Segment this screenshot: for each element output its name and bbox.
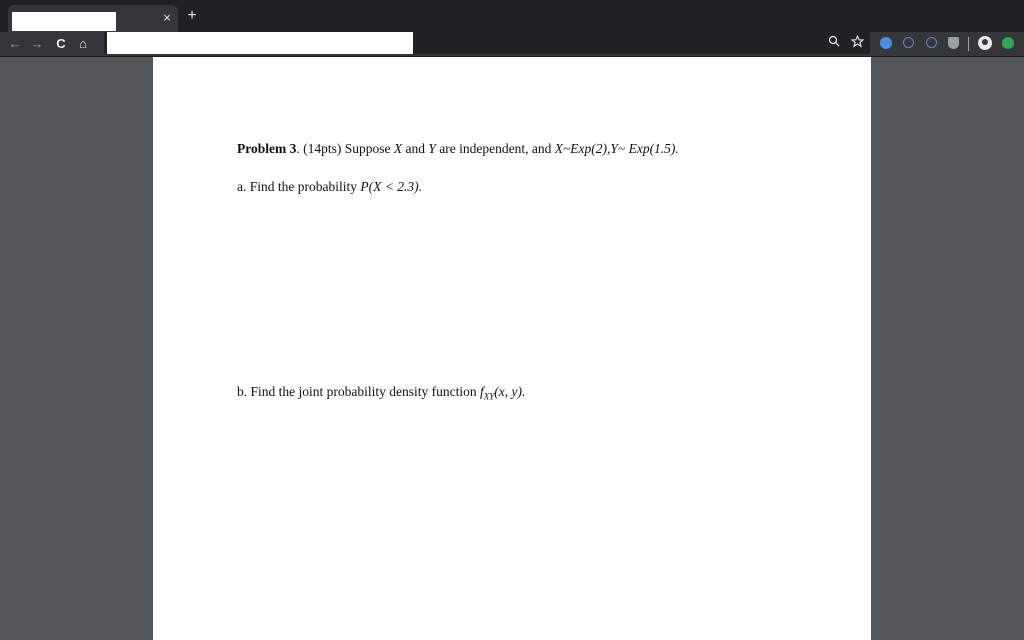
question-part-a xyxy=(237,179,422,195)
home-icon[interactable]: ⌂ xyxy=(79,36,87,51)
zoom-icon[interactable] xyxy=(826,35,842,51)
variable-x: X xyxy=(393,141,403,156)
conjunction: and xyxy=(405,141,426,156)
tab-title xyxy=(12,12,116,31)
problem-points: (14pts) xyxy=(303,141,342,156)
variable-y: Y xyxy=(428,141,436,156)
star-icon[interactable] xyxy=(849,35,865,51)
pdf-viewer[interactable] xyxy=(0,57,1024,640)
forward-icon[interactable]: → xyxy=(30,36,44,51)
extension-icon[interactable] xyxy=(926,37,937,48)
question-part-b xyxy=(237,384,525,402)
extension-icon[interactable] xyxy=(880,37,892,49)
document-page xyxy=(153,57,871,640)
shield-icon[interactable] xyxy=(948,37,959,49)
function-args: (x, y). xyxy=(494,384,526,399)
url-field[interactable] xyxy=(107,32,413,54)
profile-icon[interactable] xyxy=(978,36,992,50)
browser-tab[interactable] xyxy=(8,5,178,32)
part-a-text: a. Find the probability xyxy=(237,179,357,194)
new-tab-button[interactable]: + xyxy=(187,7,197,24)
address-bar[interactable] xyxy=(104,32,870,54)
problem-label: Problem 3 xyxy=(237,141,297,156)
distribution-spec: X~Exp(2),Y~ Exp(1.5). xyxy=(554,141,679,156)
problem-text-2: are independent, and xyxy=(439,141,552,156)
extension-icon[interactable] xyxy=(903,37,914,48)
function-symbol: f xyxy=(479,384,484,399)
function-subscript: XY xyxy=(483,391,495,402)
tab-close-icon[interactable]: × xyxy=(163,10,171,25)
browser-toolbar xyxy=(0,32,1024,57)
toolbar-divider xyxy=(968,37,969,51)
problem-statement: Problem 3. (14pts) Suppose X and Y are independent, and X~Exp(2),Y~ Exp(1.5). xyxy=(237,141,679,156)
extension-icon[interactable] xyxy=(1002,37,1014,49)
tab-strip xyxy=(0,0,1024,32)
part-b-function xyxy=(479,384,526,402)
part-b-text: b. Find the joint probability density function xyxy=(237,384,477,399)
problem-text: Suppose xyxy=(344,141,391,156)
reload-icon[interactable]: C xyxy=(56,36,66,51)
back-icon[interactable]: ← xyxy=(8,36,22,51)
part-a-expression: P(X < 2.3). xyxy=(360,179,422,194)
